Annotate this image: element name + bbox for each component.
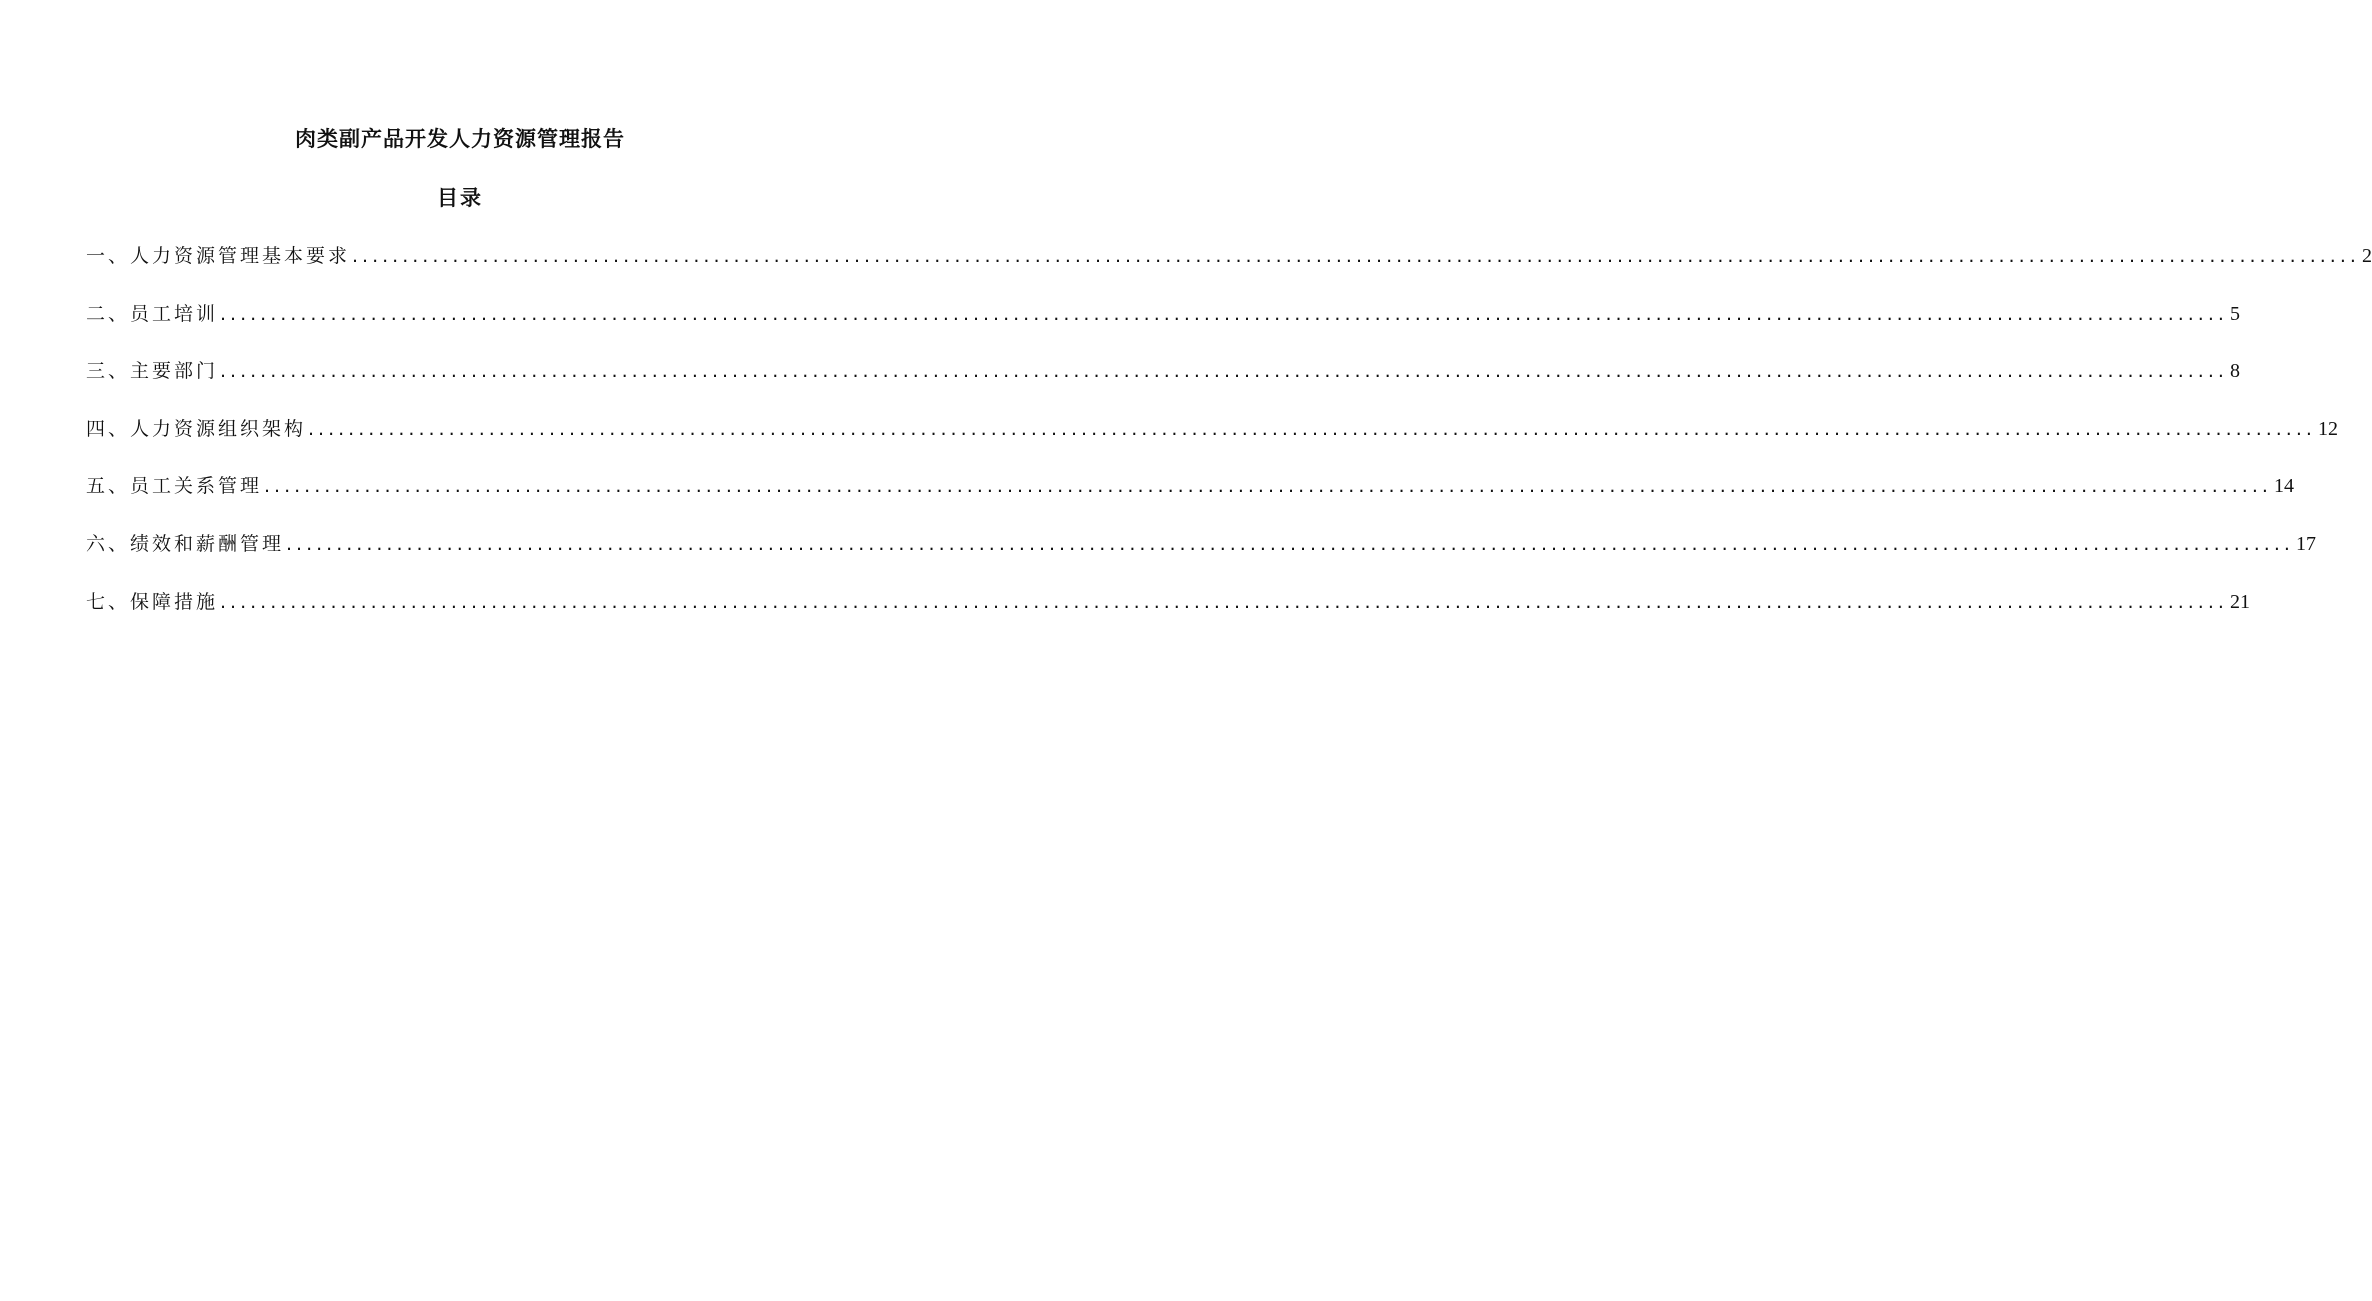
toc-heading: 目录: [437, 186, 483, 210]
toc-item[interactable]: [86, 353, 2240, 411]
toc-item[interactable]: [86, 468, 2294, 526]
toc-item-page: 12: [2317, 417, 2338, 440]
toc-item-page: 17: [2295, 532, 2316, 555]
toc-dot-leader: ........................................................................................................................................................................................................: [308, 417, 2316, 440]
toc-item-page: 5: [2229, 302, 2240, 325]
toc-item-label: 四、人力资源组织架构: [86, 417, 307, 440]
toc-item[interactable]: [86, 296, 2240, 354]
table-of-contents: [86, 238, 2372, 641]
toc-item-label: 一、人力资源管理基本要求: [86, 245, 351, 267]
toc-item-label: 六、绩效和薪酬管理: [86, 532, 285, 555]
toc-item-page: 14: [2273, 475, 2294, 498]
toc-item-label: 三、主要部门: [86, 360, 219, 383]
toc-dot-leader: ........................................................................................................................................................................................................: [286, 532, 2294, 555]
toc-dot-leader: ........................................................................................................................................................................................................: [352, 245, 2360, 267]
toc-item[interactable]: [86, 411, 2338, 469]
toc-dot-leader: ........................................................................................................................................................................................................: [264, 475, 2272, 498]
toc-item[interactable]: [86, 584, 2250, 642]
toc-item-page: 21: [2229, 590, 2250, 613]
toc-item-label: 二、员工培训: [86, 302, 219, 325]
document-title: 肉类副产品开发人力资源管理报告: [295, 127, 625, 151]
toc-item-label: 七、保障措施: [86, 590, 219, 613]
toc-item[interactable]: [86, 238, 2372, 296]
toc-dot-leader: ........................................................................................................................................................................................................: [220, 302, 2228, 325]
toc-item[interactable]: [86, 526, 2316, 584]
toc-item-page: 2: [2361, 245, 2372, 267]
toc-item-page: 8: [2229, 360, 2240, 383]
toc-dot-leader: ........................................................................................................................................................................................................: [220, 360, 2228, 383]
toc-dot-leader: ........................................................................................................................................................................................................: [220, 590, 2228, 613]
toc-item-label: 五、员工关系管理: [86, 475, 263, 498]
